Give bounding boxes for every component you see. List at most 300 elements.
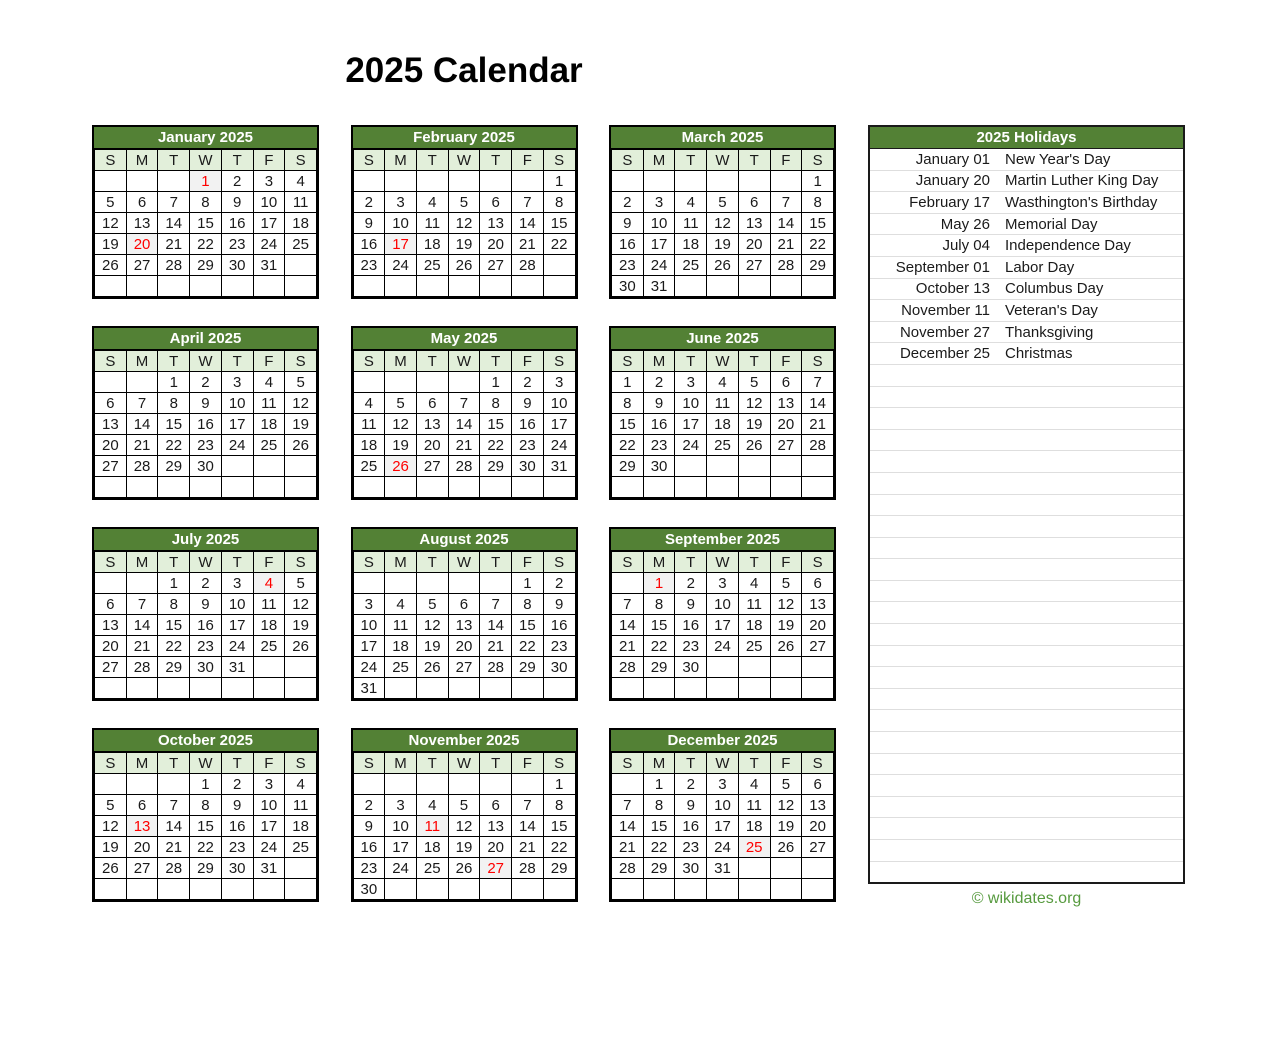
weekday-header-row [95,351,317,372]
day-cell: 28 [158,858,190,879]
day-cell: 28 [770,255,802,276]
blank-cell [221,678,253,699]
week-row [612,636,834,657]
holiday-empty-row [870,451,1183,473]
day-cell: 3 [385,795,417,816]
week-row [612,393,834,414]
day-cell: 20 [480,837,512,858]
day-cell: 14 [448,414,480,435]
day-cell: 6 [480,192,512,213]
holiday-empty-row [870,559,1183,581]
holiday-row [870,214,1183,236]
week-row [612,816,834,837]
weekday-header-row [612,150,834,171]
day-cell: 17 [385,837,417,858]
month-february [351,125,578,299]
day-cell: 9 [221,192,253,213]
day-cell: 21 [512,837,544,858]
day-cell: 19 [770,816,802,837]
blank-cell [675,456,707,477]
day-cell: 2 [190,372,222,393]
day-cell: 21 [612,636,644,657]
week-row [612,573,834,594]
blank-cell [416,774,448,795]
blank-cell [253,879,285,900]
day-cell: 28 [480,657,512,678]
day-cell: 7 [158,192,190,213]
day-cell: 4 [285,774,317,795]
month-table [353,350,576,498]
blank-cell [448,573,480,594]
day-cell: 8 [512,594,544,615]
day-cell: 13 [802,594,834,615]
day-cell: 15 [643,615,675,636]
day-cell: 2 [543,573,575,594]
weekday-header: F [512,150,544,171]
weekday-header: S [353,150,385,171]
weekday-header: T [416,150,448,171]
day-cell: 17 [253,213,285,234]
day-cell: 24 [643,255,675,276]
holiday-empty-row [870,840,1183,862]
holiday-empty-row [870,797,1183,819]
holiday-empty-row [870,754,1183,776]
weekday-header-row [612,552,834,573]
day-cell: 25 [385,657,417,678]
day-cell: 25 [675,255,707,276]
day-cell: 23 [221,837,253,858]
day-cell: 16 [221,816,253,837]
day-cell: 6 [95,393,127,414]
week-row [353,879,575,900]
week-row [353,795,575,816]
day-cell: 30 [543,657,575,678]
day-cell: 3 [675,372,707,393]
day-cell: 10 [221,393,253,414]
week-row [353,213,575,234]
day-cell: 20 [95,435,127,456]
day-cell: 11 [675,213,707,234]
day-cell: 7 [612,594,644,615]
week-row [612,795,834,816]
day-cell: 29 [643,657,675,678]
day-cell: 25 [738,636,770,657]
day-cell: 17 [643,234,675,255]
day-cell: 15 [480,414,512,435]
blank-cell [448,276,480,297]
month-table [94,752,317,900]
blank-cell [480,774,512,795]
blank-cell [385,774,417,795]
holiday-empty-row [870,602,1183,624]
weekday-header: T [480,150,512,171]
day-cell: 19 [448,837,480,858]
holiday-date: October 13 [915,280,990,298]
weekday-header: M [126,351,158,372]
week-row [353,234,575,255]
weekday-header-row [95,552,317,573]
blank-cell [285,477,317,498]
month-table [353,752,576,900]
holiday-date: December 25 [899,345,990,363]
day-cell: 5 [738,372,770,393]
blank-cell [612,477,644,498]
blank-cell [738,171,770,192]
weekday-header: T [675,753,707,774]
blank-cell [353,573,385,594]
week-row [95,435,317,456]
day-cell: 8 [158,594,190,615]
month-table [94,551,317,699]
weekday-header-row [95,753,317,774]
day-cell: 19 [416,636,448,657]
day-cell: 13 [480,213,512,234]
day-cell: 10 [707,795,739,816]
blank-cell [802,276,834,297]
day-cell: 26 [448,255,480,276]
day-cell: 22 [480,435,512,456]
week-row [612,192,834,213]
blank-cell [675,276,707,297]
day-cell: 3 [643,192,675,213]
blank-cell [95,573,127,594]
day-cell: 18 [416,234,448,255]
day-cell: 5 [448,192,480,213]
day-cell: 14 [512,816,544,837]
blank-cell [385,276,417,297]
blank-cell [512,879,544,900]
day-cell: 1 [158,372,190,393]
day-cell: 7 [512,795,544,816]
day-cell: 13 [802,795,834,816]
blank-cell [285,657,317,678]
day-cell: 13 [480,816,512,837]
day-cell: 22 [158,636,190,657]
weekday-header: T [158,351,190,372]
week-row [612,213,834,234]
holiday-date: February 17 [909,193,990,211]
blank-cell [643,477,675,498]
blank-cell [612,774,644,795]
blank-cell [158,678,190,699]
day-cell: 13 [738,213,770,234]
day-cell: 29 [480,456,512,477]
month-title: October 2025 [94,730,317,752]
day-cell: 21 [126,435,158,456]
week-row [353,276,575,297]
day-cell: 16 [353,837,385,858]
day-cell: 27 [480,858,512,879]
day-cell: 20 [126,234,158,255]
day-cell: 2 [353,795,385,816]
holiday-row [870,279,1183,301]
blank-cell [416,171,448,192]
day-cell: 23 [353,858,385,879]
weekday-header: M [126,552,158,573]
month-title: May 2025 [353,328,576,350]
day-cell: 25 [253,435,285,456]
weekday-header: S [543,351,575,372]
day-cell: 11 [416,816,448,837]
weekday-header: M [643,351,675,372]
blank-cell [543,477,575,498]
weekday-header: F [253,351,285,372]
day-cell: 10 [253,795,285,816]
blank-cell [190,477,222,498]
day-cell: 9 [675,594,707,615]
day-cell: 1 [802,171,834,192]
weekday-header: W [448,552,480,573]
weekday-header: S [95,552,127,573]
day-cell: 22 [543,837,575,858]
week-row [612,171,834,192]
blank-cell [643,678,675,699]
holiday-empty-row [870,862,1183,883]
month-march [609,125,836,299]
day-cell: 11 [738,795,770,816]
day-cell: 11 [416,213,448,234]
blank-cell [448,879,480,900]
day-cell: 30 [675,858,707,879]
day-cell: 24 [707,636,739,657]
blank-cell [448,372,480,393]
day-cell: 9 [353,816,385,837]
day-cell: 23 [675,837,707,858]
blank-cell [353,774,385,795]
holiday-empty-row [870,775,1183,797]
day-cell: 14 [158,816,190,837]
day-cell: 7 [126,594,158,615]
week-row [612,879,834,900]
blank-cell [480,573,512,594]
blank-cell [802,456,834,477]
day-cell: 30 [643,456,675,477]
day-cell: 24 [221,435,253,456]
weekday-header-row [612,351,834,372]
weekday-header: W [448,351,480,372]
week-row [612,435,834,456]
holiday-date: November 27 [899,323,990,341]
day-cell: 19 [385,435,417,456]
day-cell: 4 [738,573,770,594]
holiday-row [870,343,1183,365]
holiday-row [870,235,1183,257]
day-cell: 7 [770,192,802,213]
day-cell: 22 [612,435,644,456]
day-cell: 16 [675,816,707,837]
week-row [353,414,575,435]
day-cell: 2 [221,774,253,795]
day-cell: 12 [707,213,739,234]
day-cell: 26 [770,636,802,657]
day-cell: 14 [126,615,158,636]
week-row [612,372,834,393]
holiday-name: Thanksgiving [1005,323,1094,341]
day-cell: 11 [738,594,770,615]
day-cell: 28 [512,255,544,276]
day-cell: 8 [612,393,644,414]
day-cell: 9 [543,594,575,615]
day-cell: 25 [285,234,317,255]
holiday-date: May 26 [940,215,990,233]
day-cell: 1 [512,573,544,594]
weekday-header: T [221,351,253,372]
blank-cell [738,276,770,297]
blank-cell [158,774,190,795]
week-row [612,774,834,795]
day-cell: 10 [643,213,675,234]
week-row [95,372,317,393]
day-cell: 16 [190,414,222,435]
weekday-header: S [285,552,317,573]
day-cell: 10 [385,816,417,837]
day-cell: 26 [770,837,802,858]
holiday-empty-row [870,646,1183,668]
day-cell: 17 [385,234,417,255]
blank-cell [416,879,448,900]
weekday-header: T [158,150,190,171]
blank-cell [707,678,739,699]
month-august [351,527,578,701]
day-cell: 12 [95,213,127,234]
day-cell: 10 [675,393,707,414]
day-cell: 15 [612,414,644,435]
blank-cell [770,477,802,498]
blank-cell [738,879,770,900]
day-cell: 26 [738,435,770,456]
month-table [94,350,317,498]
day-cell: 18 [253,615,285,636]
day-cell: 27 [126,255,158,276]
day-cell: 15 [158,615,190,636]
day-cell: 24 [385,255,417,276]
day-cell: 20 [416,435,448,456]
day-cell: 8 [190,192,222,213]
day-cell: 11 [353,414,385,435]
day-cell: 11 [385,615,417,636]
day-cell: 4 [675,192,707,213]
blank-cell [802,678,834,699]
day-cell: 5 [707,192,739,213]
holiday-empty-row [870,430,1183,452]
week-row [612,837,834,858]
week-row [353,837,575,858]
blank-cell [285,678,317,699]
weekday-header: T [738,351,770,372]
blank-cell [416,678,448,699]
day-cell: 21 [802,414,834,435]
blank-cell [158,171,190,192]
holiday-empty-row [870,581,1183,603]
day-cell: 3 [253,774,285,795]
blank-cell [385,477,417,498]
day-cell: 10 [253,192,285,213]
week-row [353,255,575,276]
day-cell: 12 [448,213,480,234]
day-cell: 28 [802,435,834,456]
holiday-rows [870,149,1183,882]
day-cell: 30 [190,456,222,477]
week-row [353,372,575,393]
day-cell: 25 [285,837,317,858]
weekday-header: S [612,753,644,774]
day-cell: 23 [190,636,222,657]
weekday-header: M [126,753,158,774]
day-cell: 8 [802,192,834,213]
blank-cell [126,678,158,699]
day-cell: 14 [770,213,802,234]
day-cell: 18 [738,816,770,837]
week-row [95,393,317,414]
day-cell: 6 [416,393,448,414]
day-cell: 15 [802,213,834,234]
holiday-name: Memorial Day [1005,215,1098,233]
weekday-header: T [416,351,448,372]
day-cell: 24 [353,657,385,678]
day-cell: 9 [675,795,707,816]
week-row [612,615,834,636]
day-cell: 16 [353,234,385,255]
day-cell: 30 [221,255,253,276]
day-cell: 15 [543,213,575,234]
weekday-header: T [221,150,253,171]
week-row [95,657,317,678]
blank-cell [675,171,707,192]
day-cell: 21 [158,837,190,858]
week-row [95,837,317,858]
week-row [95,414,317,435]
day-cell: 6 [126,795,158,816]
weekday-header: M [385,552,417,573]
day-cell: 24 [543,435,575,456]
blank-cell [770,657,802,678]
day-cell: 1 [612,372,644,393]
weekday-header: S [95,753,127,774]
blank-cell [253,678,285,699]
blank-cell [480,879,512,900]
weekday-header: W [190,552,222,573]
day-cell: 31 [221,657,253,678]
day-cell: 6 [95,594,127,615]
weekday-header: F [512,351,544,372]
holiday-row [870,300,1183,322]
day-cell: 11 [707,393,739,414]
blank-cell [480,276,512,297]
blank-cell [512,276,544,297]
weekday-header: S [612,552,644,573]
day-cell: 4 [253,573,285,594]
day-cell: 8 [543,795,575,816]
weekday-header: M [643,150,675,171]
blank-cell [385,879,417,900]
day-cell: 11 [285,192,317,213]
day-cell: 4 [738,774,770,795]
day-cell: 21 [126,636,158,657]
footer-credit[interactable]: © wikidates.org [971,890,1082,907]
day-cell: 11 [253,393,285,414]
layout [92,125,1280,908]
day-cell: 1 [480,372,512,393]
day-cell: 12 [285,393,317,414]
week-row [612,414,834,435]
day-cell: 29 [512,657,544,678]
month-december [609,728,836,902]
blank-cell [612,171,644,192]
blank-cell [675,477,707,498]
blank-cell [448,774,480,795]
blank-cell [126,879,158,900]
week-row [95,678,317,699]
